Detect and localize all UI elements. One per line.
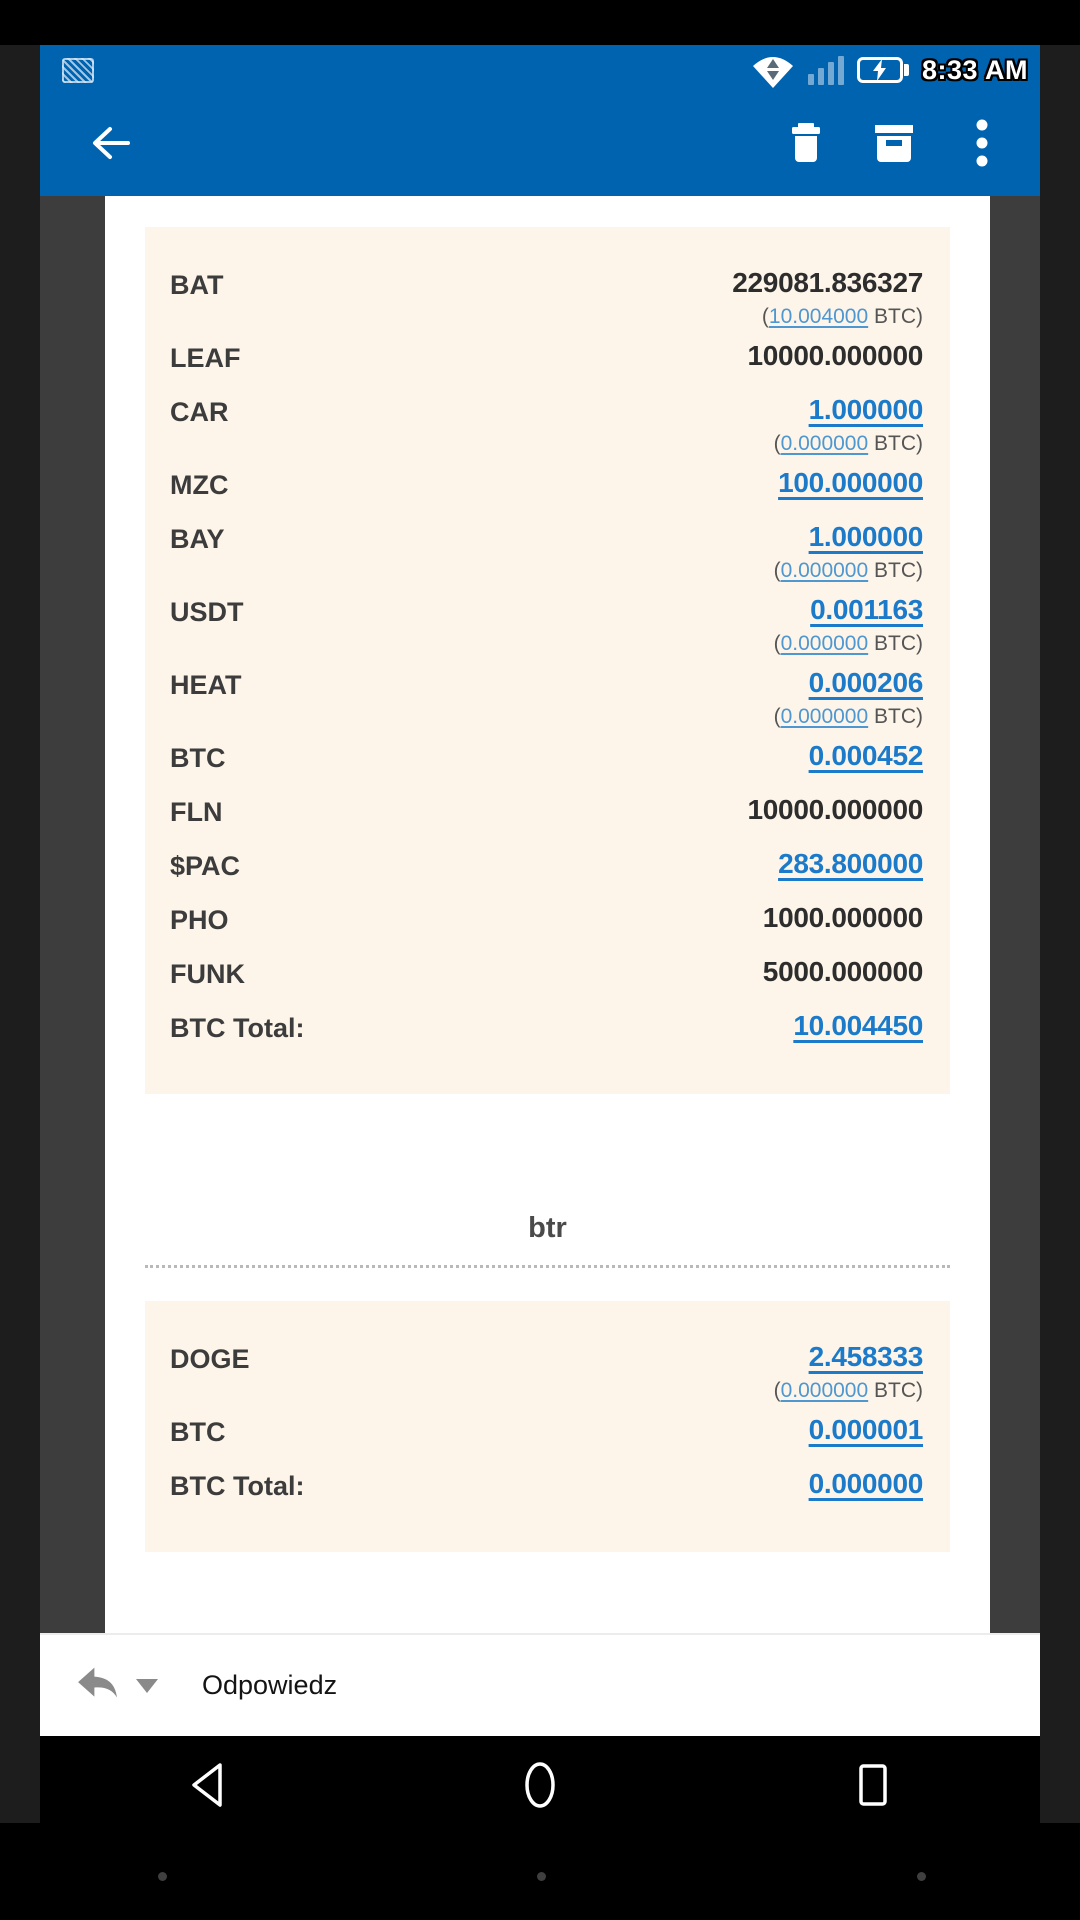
coin-label: MZC	[170, 470, 229, 500]
back-button[interactable]	[78, 114, 142, 178]
back-arrow-icon	[90, 126, 130, 165]
reply-button-label[interactable]: Odpowiedz	[202, 1670, 338, 1700]
balance-row	[170, 521, 923, 582]
btc-sub-link[interactable]: 0.000000	[780, 632, 869, 655]
coin-label: LEAF	[170, 343, 241, 373]
android-nav-bar	[40, 1736, 1040, 1834]
amount-link[interactable]: 283.800000	[778, 848, 923, 879]
coin-label: BAT	[170, 270, 224, 300]
nav-recents-button[interactable]	[707, 1761, 1040, 1809]
email-content-area[interactable]	[40, 196, 1040, 1633]
bezel-dot	[917, 1872, 926, 1881]
coin-label: PHO	[170, 905, 229, 935]
recents-nav-icon	[856, 1761, 890, 1809]
wifi-icon	[751, 51, 795, 89]
amount-value: 5000.000000	[762, 956, 923, 987]
btc-equivalent: (0.000000 BTC)	[773, 705, 923, 728]
balance-row	[170, 340, 923, 382]
btc-total-link[interactable]: 10.004450	[793, 1010, 923, 1041]
reply-bar	[40, 1633, 1040, 1736]
btc-total-label: BTC Total:	[170, 1013, 305, 1043]
coin-label: $PAC	[170, 851, 241, 881]
btc-sub-link[interactable]: 0.000000	[780, 1379, 869, 1402]
balances-card-2	[145, 1301, 950, 1552]
btc-equivalent: (0.000000 BTC)	[773, 632, 923, 655]
section-title: btr	[528, 1212, 567, 1244]
balance-row	[170, 594, 923, 655]
content-gutter	[990, 196, 1040, 1633]
home-nav-icon	[523, 1760, 557, 1810]
btc-total-link[interactable]: 0.000000	[808, 1468, 923, 1499]
btc-sub-link[interactable]: 10.004000	[768, 305, 869, 328]
delete-icon	[788, 123, 824, 168]
btc-sub-link[interactable]: 0.000000	[780, 559, 869, 582]
reply-options-caret-icon[interactable]	[136, 1679, 158, 1693]
coin-label: FUNK	[170, 959, 245, 989]
amount-value: 1000.000000	[762, 902, 923, 933]
balance-row	[170, 1341, 923, 1402]
dotted-divider	[145, 1265, 950, 1268]
amount-link[interactable]: 0.000001	[808, 1414, 923, 1445]
screenshot-notification-icon	[62, 58, 94, 83]
nav-back-button[interactable]	[40, 1761, 373, 1809]
balance-row	[170, 956, 923, 998]
amount-link[interactable]: 1.000000	[808, 521, 923, 552]
overflow-menu-button[interactable]	[950, 114, 1014, 178]
coin-label: CAR	[170, 397, 229, 427]
left-bezel	[0, 45, 40, 1823]
reply-icon[interactable]	[76, 1664, 120, 1707]
archive-button[interactable]	[862, 114, 926, 178]
balance-row	[170, 1414, 923, 1456]
btc-total-row	[170, 1010, 923, 1052]
battery-charging-icon	[857, 57, 909, 83]
delete-button[interactable]	[774, 114, 838, 178]
coin-label: DOGE	[170, 1344, 250, 1374]
archive-icon	[873, 123, 915, 168]
balance-row	[170, 902, 923, 944]
bezel-dot	[537, 1872, 546, 1881]
clock-time: 8:33 AM	[921, 54, 1028, 85]
content-gutter	[40, 196, 105, 1633]
balance-row	[170, 740, 923, 782]
coin-label: BTC	[170, 743, 226, 773]
amount-link[interactable]: 0.000206	[808, 667, 923, 698]
balance-row	[170, 267, 923, 328]
amount-value: 229081.836327	[732, 267, 923, 298]
back-nav-icon	[190, 1761, 224, 1809]
amount-link[interactable]: 0.000452	[808, 740, 923, 771]
btc-sub-link[interactable]: 0.000000	[780, 432, 869, 455]
btc-total-label: BTC Total:	[170, 1471, 305, 1501]
amount-link[interactable]: 0.001163	[810, 594, 923, 625]
btc-sub-link[interactable]: 0.000000	[780, 705, 869, 728]
balance-row	[170, 848, 923, 890]
amount-value: 10000.000000	[747, 340, 923, 371]
coin-label: FLN	[170, 797, 223, 827]
btc-equivalent: (0.000000 BTC)	[773, 559, 923, 582]
bezel-dot	[158, 1872, 167, 1881]
coin-label: BTC	[170, 1417, 226, 1447]
amount-value: 10000.000000	[747, 794, 923, 825]
balance-row	[170, 467, 923, 509]
balance-row	[170, 794, 923, 836]
amount-link[interactable]: 2.458333	[808, 1341, 923, 1372]
btc-equivalent: (10.004000 BTC)	[761, 305, 923, 328]
btc-equivalent: (0.000000 BTC)	[773, 1379, 923, 1402]
app-toolbar	[40, 95, 1040, 196]
right-bezel	[1040, 45, 1080, 1823]
balance-row	[170, 394, 923, 455]
signal-strength-icon	[808, 55, 844, 85]
btc-equivalent: (0.000000 BTC)	[773, 432, 923, 455]
status-bar	[40, 45, 1040, 95]
email-body	[105, 196, 990, 1633]
balance-row	[170, 667, 923, 728]
overflow-menu-icon	[976, 119, 988, 172]
coin-label: USDT	[170, 597, 244, 627]
amount-link[interactable]: 100.000000	[778, 467, 923, 498]
balances-card	[145, 227, 950, 1094]
coin-label: BAY	[170, 524, 225, 554]
app-screen	[40, 45, 1040, 1736]
nav-home-button[interactable]	[373, 1760, 706, 1810]
amount-link[interactable]: 1.000000	[808, 394, 923, 425]
btc-total-row	[170, 1468, 923, 1510]
coin-label: HEAT	[170, 670, 242, 700]
